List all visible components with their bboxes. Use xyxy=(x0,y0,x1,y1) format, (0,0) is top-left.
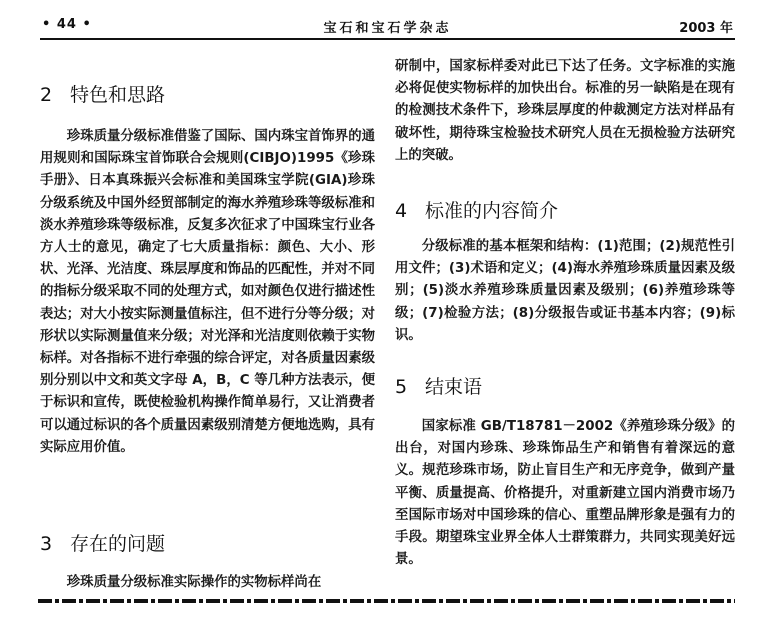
section-5-number: 5 xyxy=(395,376,408,398)
section-3-paragraph: 珍珠质量分级标准实际操作的实物标样尚在 xyxy=(66,575,322,590)
section-2-paragraph: 珍珠质量分级标准借鉴了国际、国内珠宝首饰界的通用规则和国际珠宝首饰联合会规则(CIBJO)1995《珍珠手册》、日本真珠振兴会标准和美国珠宝学院(GIA)珍珠分级系统及中国外经贸部制定的海水养殖珍珠等级标准和淡水养殖珍珠等级标准，反复多次征求了中国珠宝行业各方人士的意见，确定了七大质量指标：颜色、大小、形状、光泽、光洁度、珠层厚度和饰品的匹配性，并对不同的指标分级采取不同的处理方式，如对颜色仅进行描述性表达；对大小按实际测量值标注，但不进行分等分级；对形状以实际测量值来分级；对光泽和光洁度则依赖于实物标样。对各指标不进行牵强的综合评定，对各质量因素级别分别以中文和英文字母 A，B，C 等几种方法表示，便于标识和宣传，既使检验机构操作简单易行，又让消费者可以通过标识的各个质量因素级别清楚方便地选购，具有实际应用价值。 xyxy=(40,129,375,455)
bottom-decorative-rule xyxy=(38,597,735,605)
section-3-title: 存在的问题 xyxy=(70,533,166,555)
section-4-title: 标准的内容简介 xyxy=(425,200,559,222)
section-4-heading xyxy=(395,196,558,223)
section-3-heading xyxy=(40,529,165,556)
section-5-paragraph: 国家标准 GB/T18781－2002《养殖珍珠分级》的出台，对国内珍珠、珍珠饰品生产和销售有着深远的意义。规范珍珠市场，防止盲目生产和无序竞争，做到产量平衡、质量提高、价格提升，对重新建立国内消费市场乃至国际市场对中国珍珠的信心、重塑品牌形象是强有力的手段。期望珠宝业界全体人士群策群力，共同实现美好远景。 xyxy=(395,419,735,568)
journal-title: 宝石和宝石学杂志 xyxy=(323,21,452,36)
section-2-title: 特色和思路 xyxy=(70,84,166,106)
section-2-number: 2 xyxy=(40,84,53,106)
section-5-title: 结束语 xyxy=(425,376,483,398)
section-4-paragraph: 分级标准的基本框架和结构：(1)范围；(2)规范性引用文件；(3)术语和定义；(4)海水养殖珍珠质量因素及级别；(5)淡水养殖珍珠质量因素及级别；(6)养殖珍珠等级；(7)检验方法；(8)分级报告或证书基本内容；(9)标识。 xyxy=(395,239,735,343)
running-header xyxy=(40,14,735,40)
page-number: • 44 • xyxy=(42,17,92,32)
section-4-number: 4 xyxy=(395,200,408,222)
section-5-heading xyxy=(395,372,482,399)
section-3-number: 3 xyxy=(40,533,53,555)
continuation-paragraph: 研制中，国家标样委对此已下达了任务。文字标准的实施必将促使实物标样的加快出台。标准的另一缺陷是在现有的检测技术条件下，珍珠层厚度的仲裁测定方法对样品有破坏性，期待珠宝检验技术研究人员在无损检验方法研究上的突破。 xyxy=(395,59,735,163)
section-2-heading xyxy=(40,80,165,107)
publication-year: 2003 年 xyxy=(679,21,733,36)
